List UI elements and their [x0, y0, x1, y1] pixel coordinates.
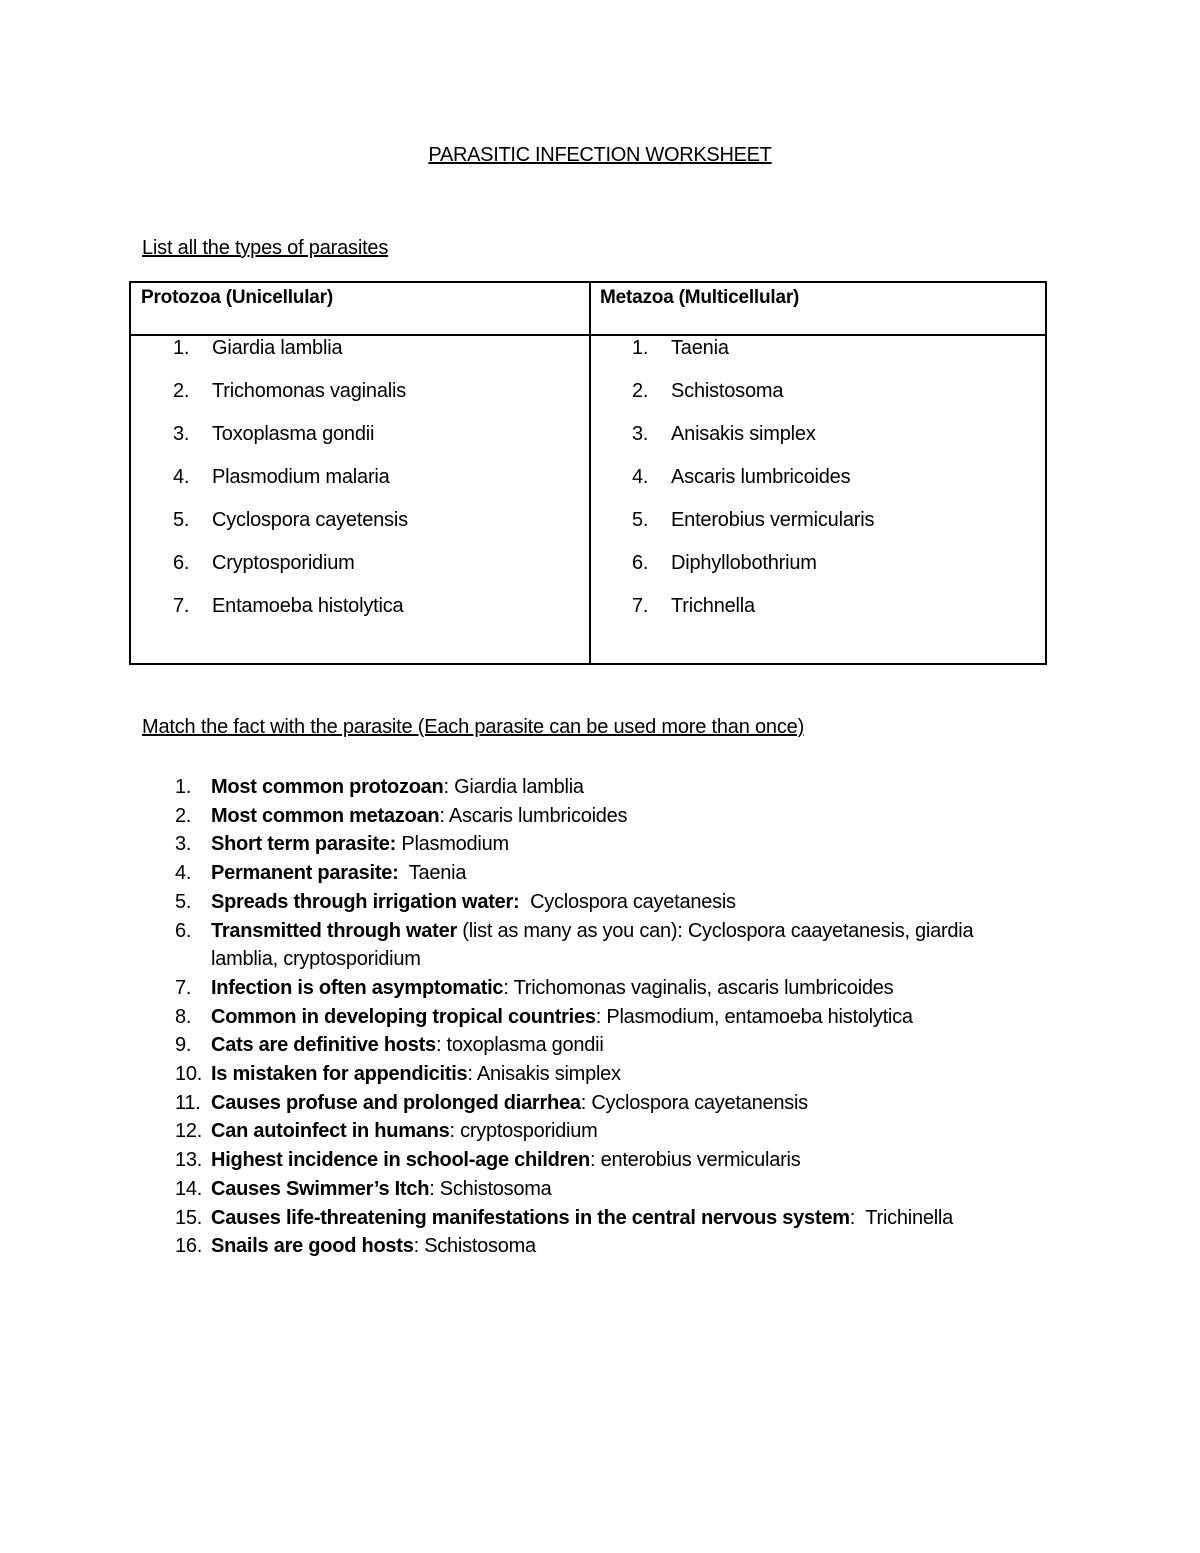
fact-question: Short term parasite:	[211, 833, 397, 856]
fact-number: 2.	[175, 804, 192, 827]
list-item-name: Entamoeba histolytica	[212, 595, 404, 617]
list-item-name: Enterobius vermicularis	[671, 509, 875, 531]
fact-item	[0, 859, 1200, 888]
list-item-number: 7.	[632, 595, 649, 617]
list-item-name: Cryptosporidium	[212, 552, 355, 574]
list-item-number: 3.	[173, 423, 190, 445]
fact-number: 15.	[175, 1206, 203, 1229]
metazoa-column-header: Metazoa (Multicellular)	[600, 287, 800, 308]
fact-item	[0, 773, 1200, 802]
fact-answer: : Schistosoma	[429, 1177, 552, 1200]
table-header-divider	[131, 334, 1045, 336]
fact-item	[0, 974, 1200, 1003]
list-item-name: Schistosoma	[671, 380, 784, 402]
fact-item	[0, 917, 1200, 974]
list-item-name: Trichomonas vaginalis	[212, 380, 407, 402]
list-item-name: Toxoplasma gondii	[212, 423, 375, 445]
fact-item	[0, 802, 1200, 831]
fact-question: Cats are definitive hosts	[211, 1034, 436, 1057]
list-item-number: 2.	[632, 380, 649, 402]
fact-number: 7.	[175, 976, 192, 999]
types-section-heading: List all the types of parasites	[142, 237, 389, 259]
list-item-name: Ascaris lumbricoides	[671, 466, 851, 488]
fact-answer: : Cyclospora cayetanensis	[580, 1091, 808, 1114]
fact-item	[0, 1060, 1200, 1089]
fact-question: Causes Swimmer’s Itch	[211, 1177, 430, 1200]
list-item-name: Plasmodium malaria	[212, 466, 390, 488]
list-item-name: Diphyllobothrium	[671, 552, 817, 574]
fact-question: Most common metazoan	[211, 804, 440, 827]
list-item-number: 2.	[173, 380, 190, 402]
fact-body	[211, 1003, 1041, 1032]
list-item-name: Giardia lamblia	[212, 337, 343, 359]
fact-body	[211, 859, 1041, 888]
fact-question: Most common protozoan	[211, 776, 444, 798]
list-item-number: 5.	[173, 509, 190, 531]
list-item-name: Trichnella	[671, 595, 755, 617]
match-section-heading: Match the fact with the parasite (Each parasite can be used more than once)	[142, 716, 805, 738]
fact-body	[211, 773, 1041, 802]
fact-question: Common in developing tropical countries	[211, 1005, 596, 1028]
fact-item	[0, 1003, 1200, 1032]
fact-answer: : Trichinella	[849, 1206, 953, 1229]
fact-answer: : Anisakis simplex	[467, 1063, 621, 1086]
fact-number: 10.	[175, 1063, 203, 1086]
fact-answer: : toxoplasma gondii	[435, 1034, 604, 1057]
list-item-number: 3.	[632, 423, 649, 445]
fact-number: 9.	[175, 1034, 192, 1057]
list-item-number: 4.	[632, 466, 649, 488]
fact-number: 8.	[175, 1005, 192, 1028]
fact-body	[211, 917, 1041, 974]
page-title: PARASITIC INFECTION WORKSHEET	[428, 144, 772, 166]
fact-number: 16.	[175, 1235, 203, 1258]
fact-question: Causes profuse and prolonged diarrhea	[211, 1091, 581, 1114]
fact-number: 3.	[175, 833, 192, 856]
fact-number: 4.	[175, 862, 192, 885]
fact-question: Can autoinfect in humans	[211, 1120, 450, 1143]
protozoa-column-header: Protozoa (Unicellular)	[141, 287, 333, 308]
fact-item	[0, 830, 1200, 859]
fact-body	[211, 1232, 1041, 1261]
fact-answer: (list as many as you can): Cyclospora caayetanesis, giardia lamblia, cryptosporidium	[211, 919, 979, 971]
list-item-number: 1.	[173, 337, 190, 359]
fact-item	[0, 1117, 1200, 1146]
fact-answer: : cryptosporidium	[449, 1120, 598, 1143]
list-item-number: 6.	[173, 552, 190, 574]
fact-body	[211, 974, 1041, 1003]
fact-item	[0, 1204, 1200, 1233]
fact-body	[211, 1146, 1041, 1175]
fact-body	[211, 1204, 1041, 1233]
parasite-types-table	[129, 281, 1047, 665]
list-item-number: 5.	[632, 509, 649, 531]
list-item-number: 1.	[632, 337, 649, 359]
fact-body	[211, 802, 1041, 831]
fact-answer: : Ascaris lumbricoides	[439, 804, 628, 827]
fact-answer: : Trichomonas vaginalis, ascaris lumbricoides	[503, 976, 894, 999]
fact-question: Causes life-threatening manifestations in the central nervous system	[211, 1206, 850, 1229]
list-item-name: Cyclospora cayetensis	[212, 509, 408, 531]
fact-body	[211, 1117, 1041, 1146]
fact-question: Permanent parasite:	[211, 862, 399, 885]
fact-body	[211, 1175, 1041, 1204]
fact-number: 6.	[175, 919, 192, 942]
fact-answer: : Schistosoma	[413, 1235, 536, 1258]
fact-body	[211, 888, 1041, 917]
fact-body	[211, 1089, 1041, 1118]
fact-item	[0, 1089, 1200, 1118]
list-item-number: 7.	[173, 595, 190, 617]
list-item-name: Taenia	[671, 337, 729, 359]
fact-item	[0, 888, 1200, 917]
fact-item	[0, 1175, 1200, 1204]
fact-answer: : enterobius vermicularis	[589, 1149, 801, 1172]
fact-item	[0, 1031, 1200, 1060]
fact-number: 1.	[175, 776, 192, 798]
fact-question: Infection is often asymptomatic	[211, 976, 504, 999]
fact-question: Snails are good hosts	[211, 1235, 414, 1258]
fact-answer: Taenia	[398, 862, 467, 885]
fact-number: 14.	[175, 1177, 203, 1200]
fact-question: Is mistaken for appendicitis	[211, 1063, 468, 1086]
fact-answer: Cyclospora cayetanesis	[519, 890, 736, 913]
fact-number: 13.	[175, 1149, 203, 1172]
facts-list	[0, 773, 1200, 1261]
fact-item	[0, 1146, 1200, 1175]
list-item-number: 4.	[173, 466, 190, 488]
fact-question: Highest incidence in school-age children	[211, 1149, 590, 1172]
fact-body	[211, 1060, 1041, 1089]
fact-answer: Plasmodium	[396, 833, 509, 856]
fact-answer: : Giardia lamblia	[443, 776, 584, 798]
fact-question: Spreads through irrigation water:	[211, 890, 520, 913]
fact-body	[211, 1031, 1041, 1060]
table-column-divider	[589, 283, 591, 663]
fact-number: 12.	[175, 1120, 203, 1143]
fact-question: Transmitted through water	[211, 919, 457, 942]
fact-body	[211, 830, 1041, 859]
fact-number: 11.	[175, 1091, 201, 1114]
fact-answer: : Plasmodium, entamoeba histolytica	[595, 1005, 913, 1028]
list-item-number: 6.	[632, 552, 649, 574]
list-item-name: Anisakis simplex	[671, 423, 816, 445]
fact-item	[0, 1232, 1200, 1261]
fact-number: 5.	[175, 890, 192, 913]
